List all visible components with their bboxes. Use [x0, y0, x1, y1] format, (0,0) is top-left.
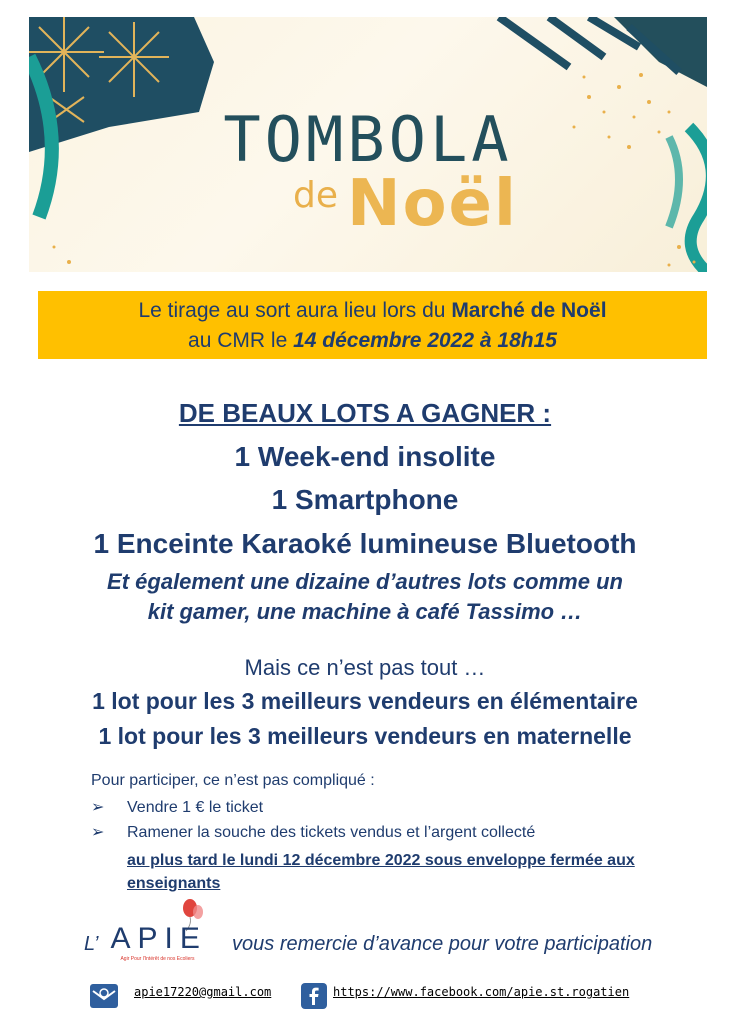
- facebook-link[interactable]: https://www.facebook.com/apie.st.rogatien: [333, 985, 630, 999]
- arrow-bullet-icon: ➢: [91, 799, 105, 816]
- more-intro: Mais ce n’est pas tout …: [244, 655, 486, 680]
- banner-subtitle-noel: Noël: [347, 167, 518, 241]
- facebook-icon: [301, 983, 327, 1009]
- arrow-bullet-icon: ➢: [91, 824, 105, 841]
- thanks-prefix: L’: [84, 933, 99, 955]
- thanks-message: vous remercie d’avance pour votre participation: [232, 933, 653, 955]
- draw-date: 14 décembre 2022 à 18h15: [293, 329, 557, 352]
- participation-step-text: Vendre 1 € le ticket: [127, 799, 264, 816]
- participation-step-text: Ramener la souche des tickets vendus et l’argent collecté: [127, 824, 536, 841]
- other-prizes: [0, 567, 730, 627]
- thanks-line: [84, 922, 653, 962]
- draw-line-1-text: Le tirage au sort aura lieu lors du: [138, 299, 452, 322]
- participation-deadline: au plus tard le lundi 12 décembre 2022 sous enveloppe fermée aux enseignants: [127, 852, 635, 892]
- apie-logo-text: APIE: [110, 922, 207, 955]
- participation-step: [91, 797, 263, 817]
- prizes-heading: DE BEAUX LOTS A GAGNER :: [178, 398, 552, 428]
- prize-item: 1 Enceinte Karaoké lumineuse Bluetooth: [93, 528, 637, 559]
- prize-item: 1 Week-end insolite: [234, 441, 496, 472]
- draw-line-2-text: au CMR le: [188, 329, 294, 352]
- best-sellers-kindergarten: 1 lot pour les 3 meilleurs vendeurs en maternelle: [98, 723, 632, 749]
- apie-logo-tagline: Agir Pour l'Intérêt de nos Ecoliers: [120, 956, 195, 962]
- participation-step: [91, 822, 535, 842]
- email-link[interactable]: apie17220@gmail.com: [134, 985, 272, 999]
- other-prizes-line-2: kit gamer, une machine à café Tassimo …: [147, 599, 583, 624]
- prize-item: 1 Smartphone: [271, 484, 459, 515]
- draw-event-name: Marché de Noël: [451, 299, 607, 322]
- best-sellers-elementary: 1 lot pour les 3 meilleurs vendeurs en élémentaire: [92, 688, 638, 714]
- draw-line-1: [38, 296, 707, 326]
- banner-title: TOMBOLA: [223, 103, 513, 176]
- banner-subtitle-de: de: [293, 175, 338, 216]
- apie-logo: [102, 922, 226, 962]
- participation-intro: Pour participer, ce n’est pas compliqué :: [91, 772, 375, 789]
- draw-line-2: [38, 326, 707, 356]
- draw-info-box: [38, 291, 707, 359]
- other-prizes-line-1: Et également une dizaine d’autres lots comme un: [107, 569, 623, 594]
- banner: [29, 17, 707, 272]
- email-icon: [89, 983, 119, 1009]
